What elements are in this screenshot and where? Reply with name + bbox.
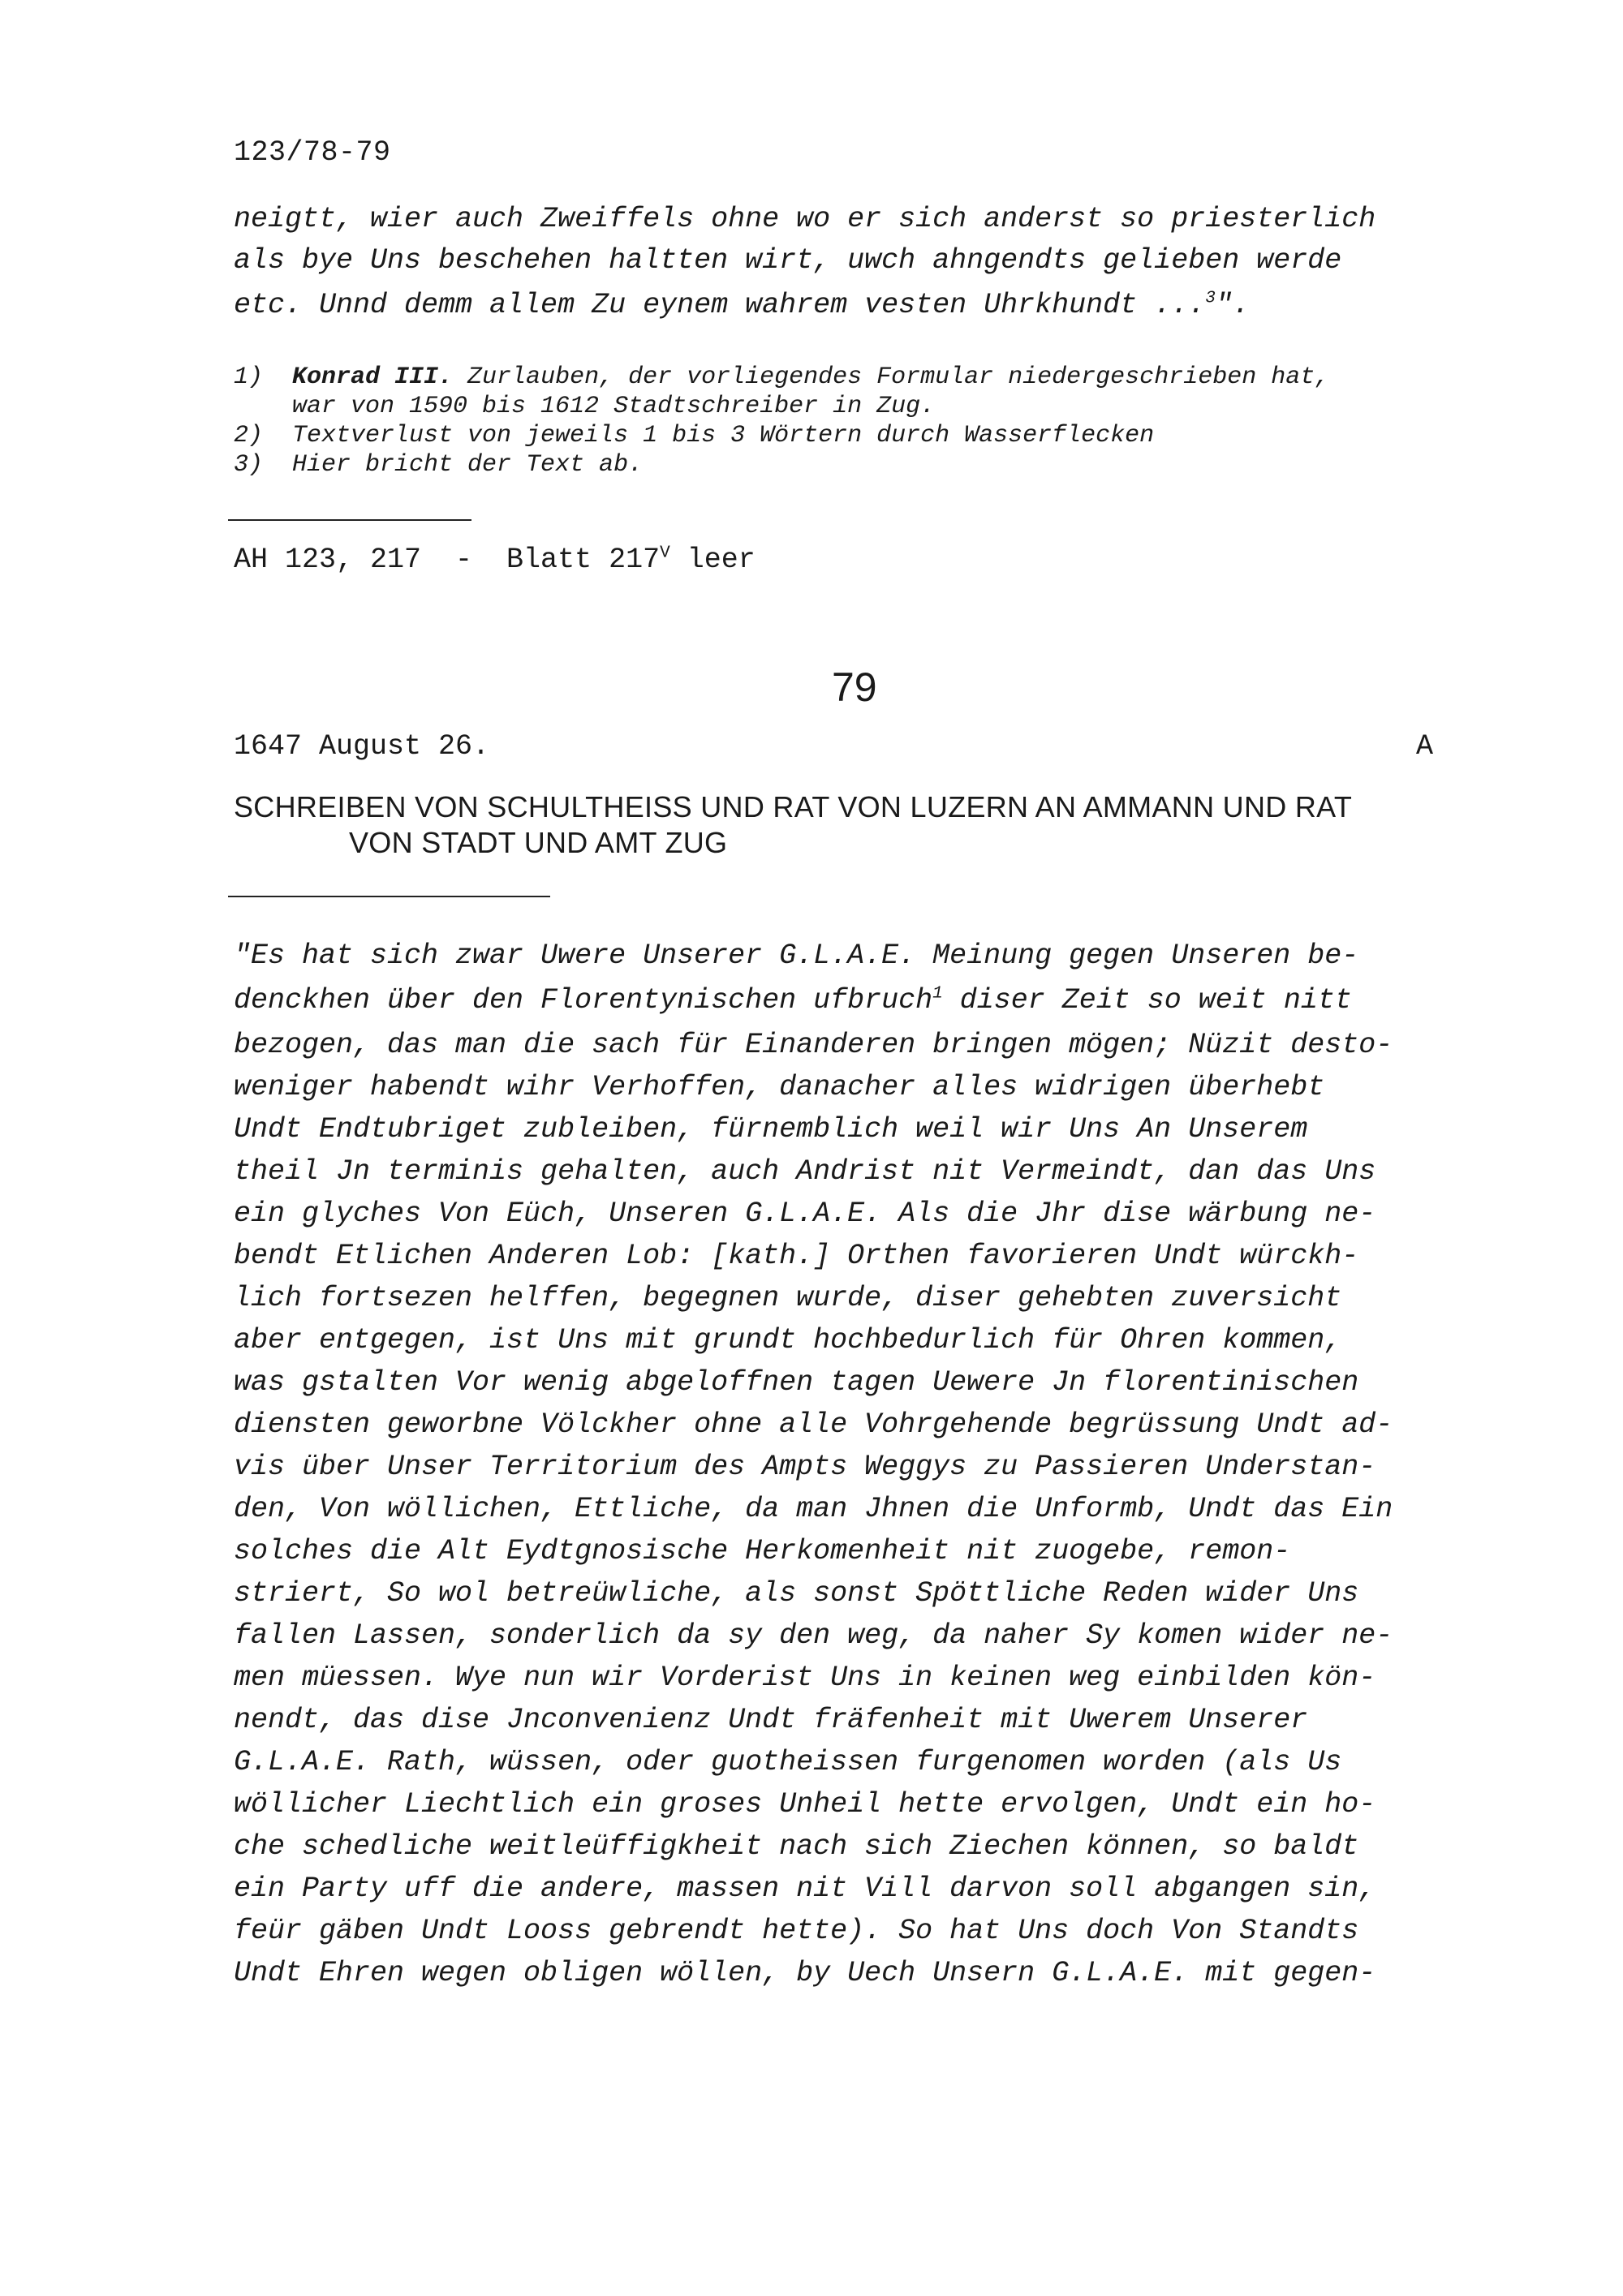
divider-rule (228, 519, 471, 521)
archive-reference: AH 123, 217 - Blatt $217^V$ leer (234, 544, 756, 576)
title-divider-rule (228, 896, 550, 897)
body-line-1: "Es hat sich zwar Uwere Unserer G.L.A.E. Meinung gegen Unseren be- (234, 939, 1359, 972)
continuation-line-2: als bye Uns beschehen haltten wirt, uwch ahngendts gelieben werde (234, 244, 1342, 277)
page-reference: 123/78-79 (234, 136, 391, 169)
body-line: diensten geworbne Völckher ohne alle Vohrgehende begrüssung Undt ad- (234, 1408, 1393, 1441)
body-line: weniger habendt wihr Verhoffen, danacher alles widrigen überhebt (234, 1071, 1325, 1103)
body-line: solches die Alt Eydtgnosische Herkomenheit nit zuogebe, remon- (234, 1535, 1291, 1567)
body-line-2: denckhen über den Florentynischen ufbruch$^1$ diser Zeit so weit nitt (234, 984, 1352, 1017)
body-line: bendt Etlichen Anderen Lob: [kath.] Orthen favorieren Undt würckh- (234, 1240, 1359, 1272)
document-number: 79 (832, 664, 877, 710)
footnote-marker: 1 (932, 984, 943, 1004)
body-line: vis über Unser Territorium des Ampts Weggys zu Passieren Understan- (234, 1451, 1376, 1483)
body-line: men müessen. Wye nun wir Vorderist Uns in keinen weg einbilden kön- (234, 1662, 1376, 1694)
body-line: wöllicher Liechtlich ein groses Unheil hette ervolgen, Undt ein ho- (234, 1788, 1376, 1821)
body-line: che schedliche weitleüffigkheit nach sich Ziechen können, so baldt (234, 1830, 1359, 1863)
footnote-2: 2) Textverlust von jeweils 1 bis 3 Wörtern durch Wasserflecken (234, 422, 1155, 449)
body-line: nendt, das dise Jnconvenienz Undt fräfenheit mit Uwerem Unserer (234, 1704, 1308, 1736)
body-line: theil Jn terminis gehalten, auch Andrist nit Vermeindt, dan das Uns (234, 1155, 1376, 1188)
footnote-marker: 3 (1205, 289, 1216, 308)
document-date: 1647 August 26. (234, 730, 490, 763)
body-line: feür gäben Undt Looss gebrendt hette). So hat Uns doch Von Standts (234, 1915, 1359, 1947)
body-line: was gstalten Vor wenig abgeloffnen tagen Uewere Jn florentinischen (234, 1366, 1359, 1399)
body-line: ein Party uff die andere, massen nit Vill darvon soll abgangen sin, (234, 1872, 1376, 1905)
continuation-line-3: etc. Unnd demm allem Zu eynem wahrem vesten Uhrkhundt ...$^3$". (234, 289, 1250, 321)
body-line: lich fortsezen helffen, begegnen wurde, diser gehebten zuversicht (234, 1282, 1342, 1314)
body-line: G.L.A.E. Rath, wüssen, oder guotheissen furgenomen worden (als Us (234, 1746, 1342, 1778)
footnote-1-continuation: war von 1590 bis 1612 Stadtschreiber in Zug. (292, 393, 936, 420)
continuation-line-1: neigtt, wier auch Zweiffels ohne wo er sich anderst so priesterlich (234, 203, 1376, 235)
body-line: den, Von wöllichen, Ettliche, da man Jhnen die Unformb, Undt das Ein (234, 1493, 1393, 1525)
document-title-line-2: VON STADT UND AMT ZUG (349, 826, 728, 859)
document-letter: A (1416, 730, 1434, 763)
body-line: striert, So wol betreüwliche, als sonst Spöttliche Reden wider Uns (234, 1577, 1359, 1610)
body-line: bezogen, das man die sach für Einanderen bringen mögen; Nüzit desto- (234, 1029, 1393, 1061)
footnote-3: 3) Hier bricht der Text ab. (234, 451, 644, 479)
body-line: fallen Lassen, sonderlich da sy den weg, da naher Sy komen wider ne- (234, 1619, 1393, 1652)
footnote-1: 1) Konrad III. Zurlauben, der vorliegendes Formular niedergeschrieben hat, (234, 363, 1330, 391)
body-line: ein glyches Von Eüch, Unseren G.L.A.E. Als die Jhr dise wärbung ne- (234, 1197, 1376, 1230)
document-title-line-1: SCHREIBEN VON SCHULTHEISS UND RAT VON LUZERN AN AMMANN UND RAT (234, 790, 1353, 823)
body-line: Undt Ehren wegen obligen wöllen, by Uech Unsern G.L.A.E. mit gegen- (234, 1957, 1376, 1989)
body-line: Undt Endtubriget zubleiben, fürnemblich weil wir Uns An Unserem (234, 1113, 1308, 1146)
body-line: aber entgegen, ist Uns mit grundt hochbedurlich für Ohren kommen, (234, 1324, 1342, 1357)
